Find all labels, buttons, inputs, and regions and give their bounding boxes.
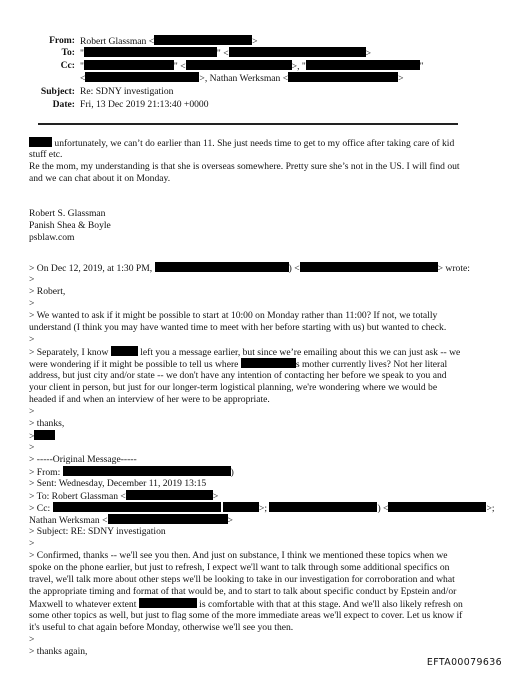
signature-firm: Panish Shea & Boyle [29,220,111,231]
redaction-block [155,262,289,272]
quote-mark: " [80,48,84,59]
date-label: Date: [52,99,75,110]
redaction-block [85,72,199,82]
redaction-block [154,35,252,45]
quote-line: > [29,334,35,345]
quote-line: > [29,634,35,645]
angle-bracket: < [80,73,86,84]
quote-line: Nathan Werksman < > [29,515,233,526]
redaction-block [111,346,138,356]
quote-line: > thanks, [29,418,65,429]
redaction-block [126,490,213,500]
quote-line: > Subject: RE: SDNY investigation [29,526,166,537]
quote-line: > [29,298,35,309]
quote-line: > To: Robert Glassman < > [29,491,219,502]
quote-mark: " < [216,48,229,59]
quote-line: > [29,442,35,453]
date-value: Fri, 13 Dec 2019 21:13:40 +0000 [80,99,209,110]
redaction-block [306,60,420,70]
quote-mark: >, " [291,61,306,72]
redaction-block [29,137,52,147]
quote-line: > [29,406,35,417]
body-line: and we can chat about it on Monday. [29,173,171,184]
quote-line: your client in person, but just for our longer-term logistical planning, we're wondering where we would be [29,382,438,393]
body-line: Re the mom, my understanding is that she is overseas somewhere. Pretty sure she’s not in the US. I will find out [29,161,460,172]
subject-label: Subject: [40,86,75,97]
redaction-block [223,502,259,512]
quote-line: headed if and when an interview of her were to be appropriate. [29,394,270,405]
quote-line: some other topics as well, but just to flag some of the more immediate areas we'll expect to cover. Let us know if [29,610,463,621]
signature-website: psblaw.com [29,232,75,243]
from-label: From: [49,35,75,46]
quote-line: understand (I think you may have wanted time to meet with her before starting with us) but wanted to check. [29,322,447,333]
quote-line: > Confirmed, thanks -- we'll see you then. And just on substance, I think we mentioned these topics when we [29,550,448,561]
redaction-block [84,47,217,57]
quote-line: > thanks again, [29,646,88,657]
subject-value: Re: SDNY investigation [80,86,174,97]
redaction-block [84,60,174,70]
body-line: unfortunately, we can’t do earlier than 11. She just needs time to get to my office after taking care of kid [29,137,454,150]
quote-line: > Separately, I know left you a message earlier, but since we’re emailing about this we can just ask -- we [29,347,461,358]
body-line: stuff etc. [29,149,63,160]
header-divider [38,123,458,125]
quote-line: it's useful to chat again before Monday, otherwise we'll see you then. [29,622,294,633]
quote-line: spoke on the phone earlier, but just to refresh, I expect we'll want to talk through some additional specifics on [29,562,450,573]
quote-line: > Cc: >; ) < >; [29,503,495,514]
cc-nathan: >, Nathan Werksman < [199,73,289,84]
from-value: Robert Glassman < [80,36,155,47]
quote-line: > We wanted to ask if it might be possible to start at 10:00 on Monday rather than 11:00? If not, we totally [29,310,438,321]
redaction-block [300,262,438,272]
redaction-block [269,502,377,512]
quote-line: > -----Original Message----- [29,454,137,465]
quote-line: > [29,430,55,443]
signature-name: Robert S. Glassman [29,208,106,219]
cc-label: Cc: [60,60,75,71]
redaction-block [63,466,231,476]
to-end: > [365,48,372,59]
quote-line: > From: ) [29,467,234,478]
quote-line: travel, we'll talk more about other steps we'll be looking to take in our investigation for corroboration and what [29,574,455,585]
quote-line: > On Dec 12, 2019, at 1:30 PM, ) < > wrote: [29,263,470,274]
quote-mark: " [80,61,84,72]
redaction-block [241,358,296,368]
quote-mark: " [419,61,424,72]
redaction-block [288,72,398,82]
redaction-block [229,47,366,57]
quote-line: > Sent: Wednesday, December 11, 2019 13:15 [29,478,207,489]
redaction-block [139,598,197,608]
redaction-block [53,502,221,512]
redaction-block [34,430,55,440]
quote-line: Maxwell to whatever extent is comfortable with that at this stage. And we'll also likely refresh on [29,599,463,610]
bates-number: EFTA00079636 [426,657,502,668]
to-label: To: [61,47,75,58]
quote-mark: " < [173,61,186,72]
from-end: > [252,36,258,47]
quote-line: > Robert, [29,286,66,297]
quote-line: > [29,538,35,549]
quote-line: address, but just city and/or state -- we don't have any intention of contacting her before we speak to you and [29,370,447,381]
quote-line: the appropriate timing and format of that would be, and to start to talk about specific conduct by Epstein and/or [29,586,457,597]
angle-bracket: > [398,73,404,84]
redaction-block [186,60,292,70]
quote-line: were wondering if it might be possible to tell us where s mother currently lives? Not her literal [29,359,448,370]
quote-line: > [29,274,35,285]
redaction-block [388,502,486,512]
redaction-block [108,514,228,524]
